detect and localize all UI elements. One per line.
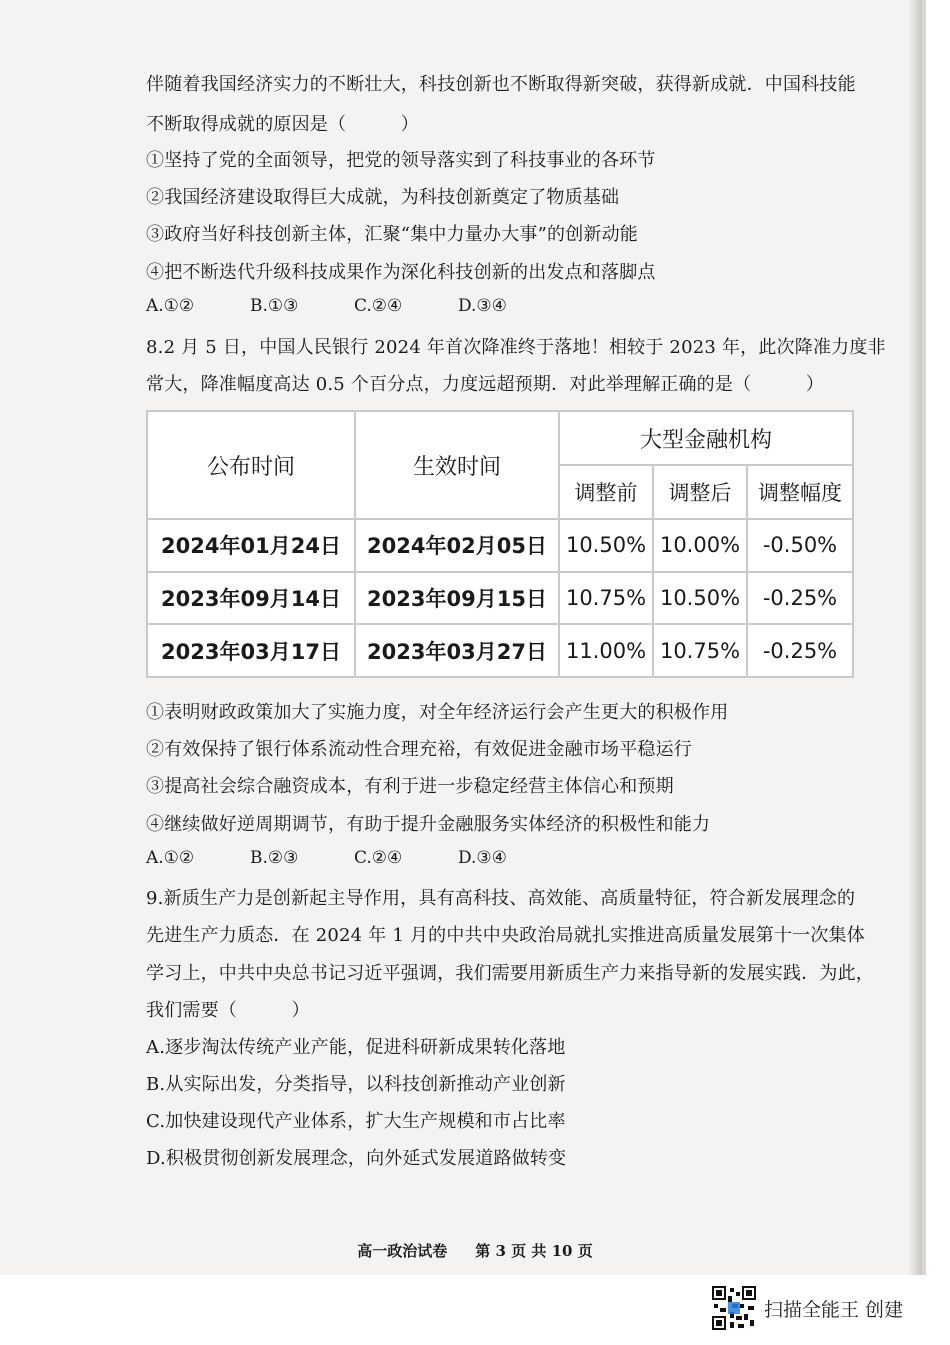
cell-change: -0.25% bbox=[747, 624, 853, 677]
q7-statement-3: ③政府当好科技创新主体，汇聚“集中力量办大事”的创新动能 bbox=[146, 224, 639, 245]
q9-stem-line2: 先进生产力质态．在 2024 年 1 月的中共中央政治局就扎实推进高质量发展第十一次集体 bbox=[146, 925, 865, 946]
q8-option-d[interactable]: D.③④ bbox=[458, 848, 507, 868]
footer-page-number: 第 3 页 共 10 页 bbox=[475, 1242, 593, 1260]
qr-code-icon bbox=[712, 1286, 756, 1330]
q7-statement-1: ①坚持了党的全面领导，把党的领导落实到了科技事业的各环节 bbox=[146, 150, 656, 171]
header-before: 调整前 bbox=[559, 465, 653, 519]
q7-option-b[interactable]: B.①③ bbox=[250, 296, 299, 316]
camscanner-watermark bbox=[712, 1286, 903, 1330]
q8-statement-1: ①表明财政政策加大了实施力度，对全年经济运行会产生更大的积极作用 bbox=[146, 702, 729, 723]
cell-effective: 2023年09月15日 bbox=[355, 572, 559, 625]
cell-after: 10.75% bbox=[653, 624, 747, 677]
q9-stem-line3: 学习上，中共中央总书记习近平强调，我们需要用新质生产力来指导新的发展实践．为此， bbox=[146, 963, 874, 984]
cell-effective: 2024年02月05日 bbox=[355, 519, 559, 572]
q8-stem-line2: 常大，降准幅度高达 0.5 个百分点，力度远超预期．对此举理解正确的是（ ） bbox=[146, 374, 825, 395]
header-change: 调整幅度 bbox=[747, 465, 853, 519]
table-row bbox=[147, 519, 853, 572]
q9-option-b[interactable]: B.从实际出发，分类指导，以科技创新推动产业创新 bbox=[146, 1074, 566, 1095]
footer-subject: 高一政治试卷 bbox=[357, 1242, 448, 1260]
cell-effective: 2023年03月27日 bbox=[355, 624, 559, 677]
cell-before: 10.50% bbox=[559, 519, 653, 572]
q9-option-a[interactable]: A.逐步淘汰传统产业产能，促进科研新成果转化落地 bbox=[146, 1037, 566, 1058]
page-edge-shadow bbox=[908, 0, 922, 1275]
q8-statement-4: ④继续做好逆周期调节，有助于提升金融服务实体经济的积极性和能力 bbox=[146, 814, 711, 835]
cell-publish: 2024年01月24日 bbox=[147, 519, 355, 572]
reserve-ratio-table bbox=[146, 410, 854, 678]
q9-option-d[interactable]: D.积极贯彻创新发展理念，向外延式发展道路做转变 bbox=[146, 1148, 567, 1169]
header-effective-time: 生效时间 bbox=[355, 411, 559, 519]
page-footer bbox=[0, 1240, 950, 1261]
scanner-label: 扫描全能王 创建 bbox=[764, 1298, 904, 1321]
q7-statement-4: ④把不断迭代升级科技成果作为深化科技创新的出发点和落脚点 bbox=[146, 262, 656, 283]
header-publish-time: 公布时间 bbox=[147, 411, 355, 519]
q7-statement-2: ②我国经济建设取得巨大成就，为科技创新奠定了物质基础 bbox=[146, 187, 620, 208]
q8-option-c[interactable]: C.②④ bbox=[354, 848, 403, 868]
cell-publish: 2023年09月14日 bbox=[147, 572, 355, 625]
q7-option-a[interactable]: A.①② bbox=[146, 296, 195, 316]
q7-options bbox=[146, 296, 562, 316]
cell-after: 10.50% bbox=[653, 572, 747, 625]
cell-after: 10.00% bbox=[653, 519, 747, 572]
q8-stem-line1: 8.2 月 5 日，中国人民银行 2024 年首次降准终于落地！相较于 2023 年，此次降准力度非 bbox=[146, 337, 886, 358]
cell-before: 11.00% bbox=[559, 624, 653, 677]
table-row bbox=[147, 572, 853, 625]
q7-option-d[interactable]: D.③④ bbox=[458, 296, 507, 316]
cell-before: 10.75% bbox=[559, 572, 653, 625]
q8-option-b[interactable]: B.②③ bbox=[250, 848, 299, 868]
q8-option-a[interactable]: A.①② bbox=[146, 848, 195, 868]
q8-options bbox=[146, 848, 562, 868]
cell-change: -0.50% bbox=[747, 519, 853, 572]
q7-stem-line2: 不断取得成就的原因是（ ） bbox=[146, 114, 419, 135]
q7-stem-line1: 伴随着我国经济实力的不断壮大，科技创新也不断取得新突破，获得新成就．中国科技能 bbox=[146, 74, 856, 95]
cell-change: -0.25% bbox=[747, 572, 853, 625]
header-after: 调整后 bbox=[653, 465, 747, 519]
header-large-financial-institutions: 大型金融机构 bbox=[559, 411, 853, 465]
q7-option-c[interactable]: C.②④ bbox=[354, 296, 403, 316]
q8-statement-2: ②有效保持了银行体系流动性合理充裕，有效促进金融市场平稳运行 bbox=[146, 739, 692, 760]
table-row bbox=[147, 624, 853, 677]
q9-stem-line1: 9.新质生产力是创新起主导作用，具有高科技、高效能、高质量特征，符合新发展理念的 bbox=[146, 888, 856, 909]
q9-stem-line4: 我们需要（ ） bbox=[146, 1000, 310, 1021]
q8-statement-3: ③提高社会综合融资成本，有利于进一步稳定经营主体信心和预期 bbox=[146, 776, 674, 797]
q9-option-c[interactable]: C.加快建设现代产业体系，扩大生产规模和市占比率 bbox=[146, 1111, 566, 1132]
cell-publish: 2023年03月17日 bbox=[147, 624, 355, 677]
